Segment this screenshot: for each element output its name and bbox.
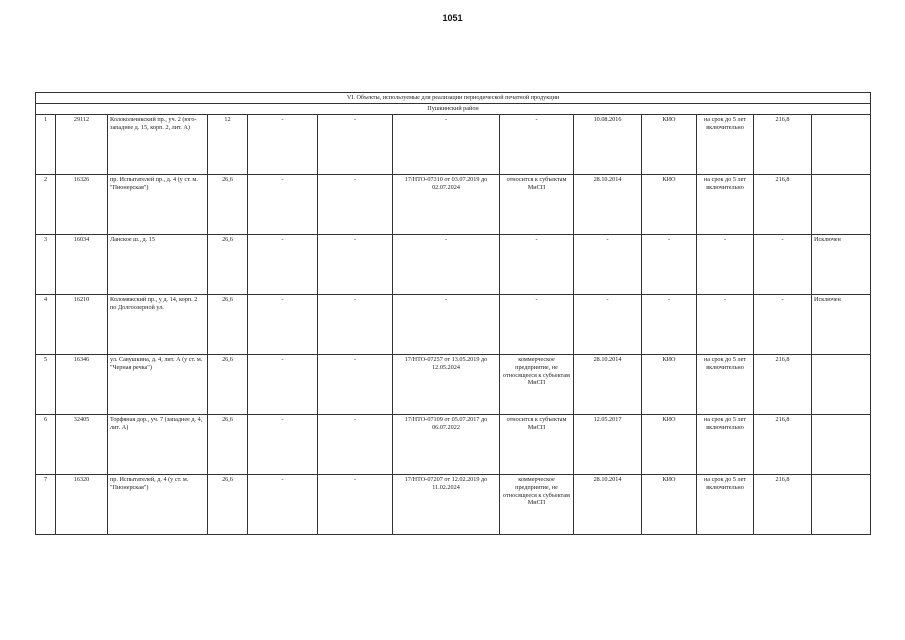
cell-col-5: -: [248, 235, 318, 295]
cell-subject-status: -: [500, 295, 574, 355]
cell-col-6: -: [318, 235, 393, 295]
table-row: [36, 175, 871, 235]
cell-object-id: 16320: [56, 475, 108, 535]
cell-organization: КИО: [642, 355, 697, 415]
cell-address: Колокольчикский пр., уч. 2 (юго-западнее д. 15, корп. 2, лит. А): [108, 115, 208, 175]
cell-object-id: 32405: [56, 415, 108, 475]
table-row: [36, 415, 871, 475]
cell-note: [812, 115, 871, 175]
district-title: Пушкинский район: [36, 104, 871, 115]
cell-contract: -: [393, 235, 500, 295]
cell-col-6: -: [318, 175, 393, 235]
cell-row-number: 4: [36, 295, 56, 355]
cell-col-5: -: [248, 475, 318, 535]
cell-term: на срок до 5 лет включительно: [697, 175, 754, 235]
table-row: [36, 115, 871, 175]
table-row: [36, 355, 871, 415]
cell-col-5: -: [248, 415, 318, 475]
cell-note: Исключен: [812, 295, 871, 355]
table-row: [36, 475, 871, 535]
cell-contract: -: [393, 115, 500, 175]
cell-area: 26,6: [208, 175, 248, 235]
cell-col-6: -: [318, 355, 393, 415]
cell-organization: КИО: [642, 415, 697, 475]
cell-price: -: [754, 235, 812, 295]
cell-price: 216,8: [754, 115, 812, 175]
cell-row-number: 6: [36, 415, 56, 475]
cell-inclusion-date: -: [574, 235, 642, 295]
cell-term: на срок до 5 лет включительно: [697, 355, 754, 415]
cell-organization: КИО: [642, 115, 697, 175]
cell-price: 216,8: [754, 355, 812, 415]
cell-subject-status: -: [500, 115, 574, 175]
cell-contract: 17/НТО-07257 от 13.05.2019 до 12.05.2024: [393, 355, 500, 415]
cell-row-number: 5: [36, 355, 56, 415]
cell-col-5: -: [248, 295, 318, 355]
cell-col-5: -: [248, 175, 318, 235]
cell-object-id: 16326: [56, 175, 108, 235]
cell-inclusion-date: 12.05.2017: [574, 415, 642, 475]
cell-object-id: 16346: [56, 355, 108, 415]
cell-price: 216,8: [754, 415, 812, 475]
cell-subject-status: относится к субъектам МиСП: [500, 175, 574, 235]
cell-area: 12: [208, 115, 248, 175]
cell-organization: КИО: [642, 475, 697, 535]
cell-area: 26,6: [208, 235, 248, 295]
cell-col-6: -: [318, 115, 393, 175]
cell-contract: -: [393, 295, 500, 355]
cell-organization: -: [642, 235, 697, 295]
cell-address: пр. Испытателей, д. 4 (у ст. м. "Пионерская"): [108, 475, 208, 535]
cell-term: на срок до 5 лет включительно: [697, 475, 754, 535]
cell-object-id: 16034: [56, 235, 108, 295]
cell-price: 216,8: [754, 475, 812, 535]
objects-table: [35, 92, 871, 535]
cell-term: на срок до 5 лет включительно: [697, 115, 754, 175]
cell-term: -: [697, 295, 754, 355]
cell-subject-status: коммерческое предприятие, не относящееся к субъектам МиСП: [500, 475, 574, 535]
cell-inclusion-date: 28.10.2014: [574, 475, 642, 535]
cell-contract: 17/НТО-07310 от 03.07.2019 до 02.07.2024: [393, 175, 500, 235]
cell-col-5: -: [248, 115, 318, 175]
cell-object-id: 16210: [56, 295, 108, 355]
table-row: [36, 235, 871, 295]
cell-inclusion-date: -: [574, 295, 642, 355]
cell-note: [812, 175, 871, 235]
cell-row-number: 1: [36, 115, 56, 175]
cell-note: [812, 355, 871, 415]
cell-term: -: [697, 235, 754, 295]
cell-row-number: 7: [36, 475, 56, 535]
cell-col-6: -: [318, 415, 393, 475]
cell-address: пр. Испытателей пр., д. 4 (у ст. м. "Пионерская"): [108, 175, 208, 235]
cell-inclusion-date: 28.10.2014: [574, 175, 642, 235]
cell-contract: 17/НТО-07207 от 12.02.2019 до 11.02.2024: [393, 475, 500, 535]
cell-address: ул. Савушкина, д. 4, лит. А (у ст. м. "Черная речка"): [108, 355, 208, 415]
cell-object-id: 29112: [56, 115, 108, 175]
cell-subject-status: относится к субъектам МиСП: [500, 415, 574, 475]
cell-address: Коломяжский пр., у д. 14, корп. 2 по Долгоозерной ул.: [108, 295, 208, 355]
cell-organization: КИО: [642, 175, 697, 235]
cell-area: 26,6: [208, 295, 248, 355]
cell-address: Ланское ш., д. 15: [108, 235, 208, 295]
section-title: VI. Объекты, используемые для реализации периодической печатной продукции: [36, 93, 871, 104]
cell-price: 216,8: [754, 175, 812, 235]
cell-contract: 17/НТО-07109 от 05.07.2017 до 06.07.2022: [393, 415, 500, 475]
cell-inclusion-date: 10.08.2016: [574, 115, 642, 175]
cell-price: -: [754, 295, 812, 355]
cell-organization: -: [642, 295, 697, 355]
cell-area: 26,6: [208, 475, 248, 535]
cell-col-6: -: [318, 295, 393, 355]
cell-subject-status: -: [500, 235, 574, 295]
page-number: 1051: [442, 13, 463, 23]
cell-inclusion-date: 28.10.2014: [574, 355, 642, 415]
cell-row-number: 2: [36, 175, 56, 235]
cell-note: [812, 475, 871, 535]
cell-term: на срок до 5 лет включительно: [697, 415, 754, 475]
cell-subject-status: коммерческое предприятие, не относящееся к субъектам МиСП: [500, 355, 574, 415]
cell-col-5: -: [248, 355, 318, 415]
cell-address: Торфяная дор., уч. 7 (западнее д. 4, лит. А): [108, 415, 208, 475]
cell-area: 26,6: [208, 415, 248, 475]
cell-row-number: 3: [36, 235, 56, 295]
cell-note: Исключен: [812, 235, 871, 295]
table-row: [36, 295, 871, 355]
cell-area: 26,6: [208, 355, 248, 415]
cell-col-6: -: [318, 475, 393, 535]
cell-note: [812, 415, 871, 475]
